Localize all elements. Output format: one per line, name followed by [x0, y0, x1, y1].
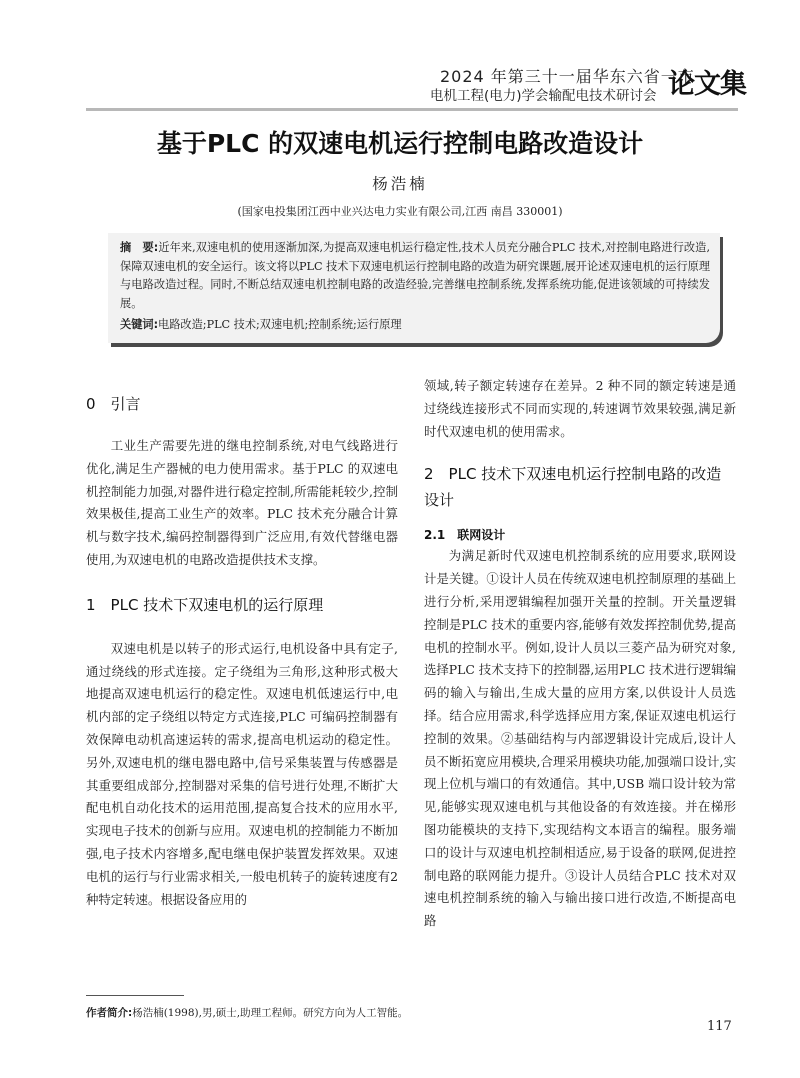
conference-name-line2: 电机工程(电力)学会输配电技术研讨会 — [430, 88, 657, 104]
article-author: 杨浩楠 — [372, 175, 428, 193]
footnote-label: 作者简介: — [86, 1007, 133, 1019]
author-affiliation: (国家电投集团江西中业兴达电力实业有限公司,江西 南昌 330001) — [237, 205, 563, 218]
conference-name-line1: 2024 年第三十一届华东六省一市 — [440, 67, 695, 86]
abstract-box — [108, 233, 720, 343]
keywords — [120, 316, 710, 335]
footnote-text: 杨浩楠(1998),男,硕士,助理工程师。研究方向为人工智能。 — [132, 1007, 409, 1019]
section-0-paragraph: 工业生产需要先进的继电控制系统,对电气线路进行优化,满足生产器械的电力使用需求。基于PLC 的双速电机控制能力加强,对器件进行稳定控制,所需能耗较少,控制效果极佳,提高工业生产的效率。PLC 技术充分融合计算机与数字技术,编码控制器得到广泛应用,有效代替继电器使用,为双速电机的电路改造提供技术支撑。 — [86, 438, 398, 567]
abstract — [120, 239, 710, 314]
section-2-1-heading: 2.1 联网设计 — [424, 528, 506, 543]
header-divider — [86, 108, 738, 111]
page-header — [0, 0, 800, 110]
section-1-paragraph: 双速电机是以转子的形式运行,电机设备中具有定子,通过绕线的形式连接。定子绕组为三角形,这种形式极大地提高双速电机运行的稳定性。双速电机低速运行中,电机内部的定子绕组以特定方式连接,PLC 可编码控制器有效保障电动机高速运转的需求,提高电机运动的稳定性。另外,双速电机的继电器电路中,信号采集装置与传感器是其重要组成部分,控制器对采集的信号进行处理,不断扩大配电机自动化技术的运用范围,提高复合技术的应用水平,实现电子技术的创新与应用。双速电机的控制能力不断加强,电子技术内容增多,配电继电保护装置发挥效果。双速电机的运行与行业需求相关,一般电机转子的旋转速度有2 种特定转速。根据设备应用的 — [86, 640, 398, 907]
keywords-text: 电路改造;PLC 技术;双速电机;控制系统;运行原理 — [158, 317, 402, 331]
left-column — [86, 375, 398, 911]
section-1-heading: 1 PLC 技术下双速电机的运行原理 — [86, 595, 324, 614]
page-number: 117 — [707, 1019, 732, 1034]
abstract-label: 摘 要: — [120, 241, 159, 254]
section-2-heading: 2 PLC 技术下双速电机运行控制电路的改造设计 — [424, 465, 722, 510]
author-footnote — [86, 1005, 408, 1020]
continued-paragraph: 领域,转子额定转速存在差异。2 种不同的额定转速是通过绕线连接形式不同而实现的,转速调节效果较强,满足新时代双速电机的使用需求。 — [424, 378, 736, 439]
footnote-divider — [86, 995, 184, 996]
section-0-heading: 0 引言 — [86, 395, 141, 413]
proceedings-badge: 论文集 — [668, 69, 746, 100]
keywords-label: 关键词: — [120, 317, 159, 331]
right-column — [424, 375, 736, 933]
article-title: 基于PLC 的双速电机运行控制电路改造设计 — [156, 129, 644, 158]
abstract-text: 近年来,双速电机的使用逐渐加深,为提高双速电机运行稳定性,技术人员充分融合PLC 技术,对控制电路进行改造,保障双速电机的安全运行。该文将以PLC 技术下双速电机运行控制电路的改造为研究课题,展开论述双速电机的运行原理与电路改造过程。同时,不断总结双速电机控制电路的改造经验,完善继电控制系统,发挥系统功能,促进该领域的可持续发展。 — [120, 241, 711, 311]
section-2-1-paragraph: 为满足新时代双速电机控制系统的应用要求,联网设计是关键。①设计人员在传统双速电机控制原理的基础上进行分析,采用逻辑编程加强开关量的控制。开关量逻辑控制是PLC 技术的重要内容,能够有效发挥控制优势,提高电机的控制水平。例如,设计人员以三菱产品为研究对象,选择PLC 技术支持下的控制器,运用PLC 技术进行逻辑编码的输入与输出,生成大量的应用方案,以供设计人员选择。结合应用需求,科学选择应用方案,保证双速电机运行控制的效果。②基础结构与内部逻辑设计完成后,设计人员不断拓宽应用模块,合理采用模块功能,加强端口设计,实现上位机与端口的有效通信。其中,USB 端口设计较为常见,能够实现双速电机与其他设备的有效连接。并在梯形图功能模块的支持下,实现结构文本语言的编程。服务端口的设计与双速电机控制相适应,易于设备的联网,促进控制电路的联网能力提升。③设计人员结合PLC 技术对双速电机控制系统的输入与输出接口进行改造,不断提高电路 — [424, 548, 736, 929]
